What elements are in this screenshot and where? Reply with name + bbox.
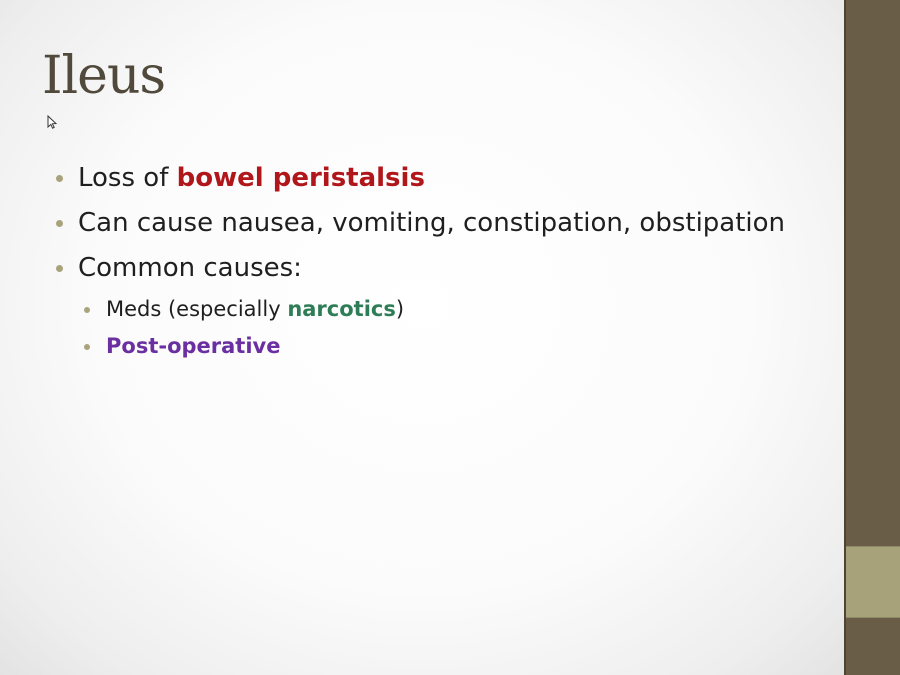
slide-title: Ileus bbox=[42, 46, 166, 106]
emphasis-text: bowel peristalsis bbox=[176, 163, 425, 193]
bullet-dot-icon bbox=[84, 307, 90, 313]
sub-bullet-item bbox=[84, 291, 404, 328]
bullet-dot-icon bbox=[56, 220, 63, 227]
bullet-dot-icon bbox=[84, 344, 90, 350]
bullet-list bbox=[56, 156, 786, 358]
bullet-item bbox=[56, 201, 785, 246]
sidebar-accent-block bbox=[846, 546, 900, 618]
theme-sidebar bbox=[844, 0, 900, 675]
bullet-dot-icon bbox=[56, 175, 63, 182]
bullet-item bbox=[56, 246, 785, 358]
emphasis-text: Post-operative bbox=[106, 334, 281, 358]
bullet-item bbox=[56, 156, 785, 201]
bullet-dot-icon bbox=[56, 265, 63, 272]
mouse-pointer-icon bbox=[47, 115, 57, 129]
bullet-text: Common causes: bbox=[78, 253, 302, 283]
sub-bullet-text: Meds (especially bbox=[106, 297, 288, 321]
sub-bullet-list bbox=[84, 291, 404, 365]
bullet-text: Loss of bbox=[78, 163, 177, 193]
sub-bullet-item bbox=[84, 328, 404, 365]
emphasis-text: narcotics bbox=[287, 297, 396, 321]
bullet-text: Can cause nausea, vomiting, constipation, obstipation bbox=[78, 208, 786, 238]
sub-bullet-text: ) bbox=[395, 297, 405, 321]
